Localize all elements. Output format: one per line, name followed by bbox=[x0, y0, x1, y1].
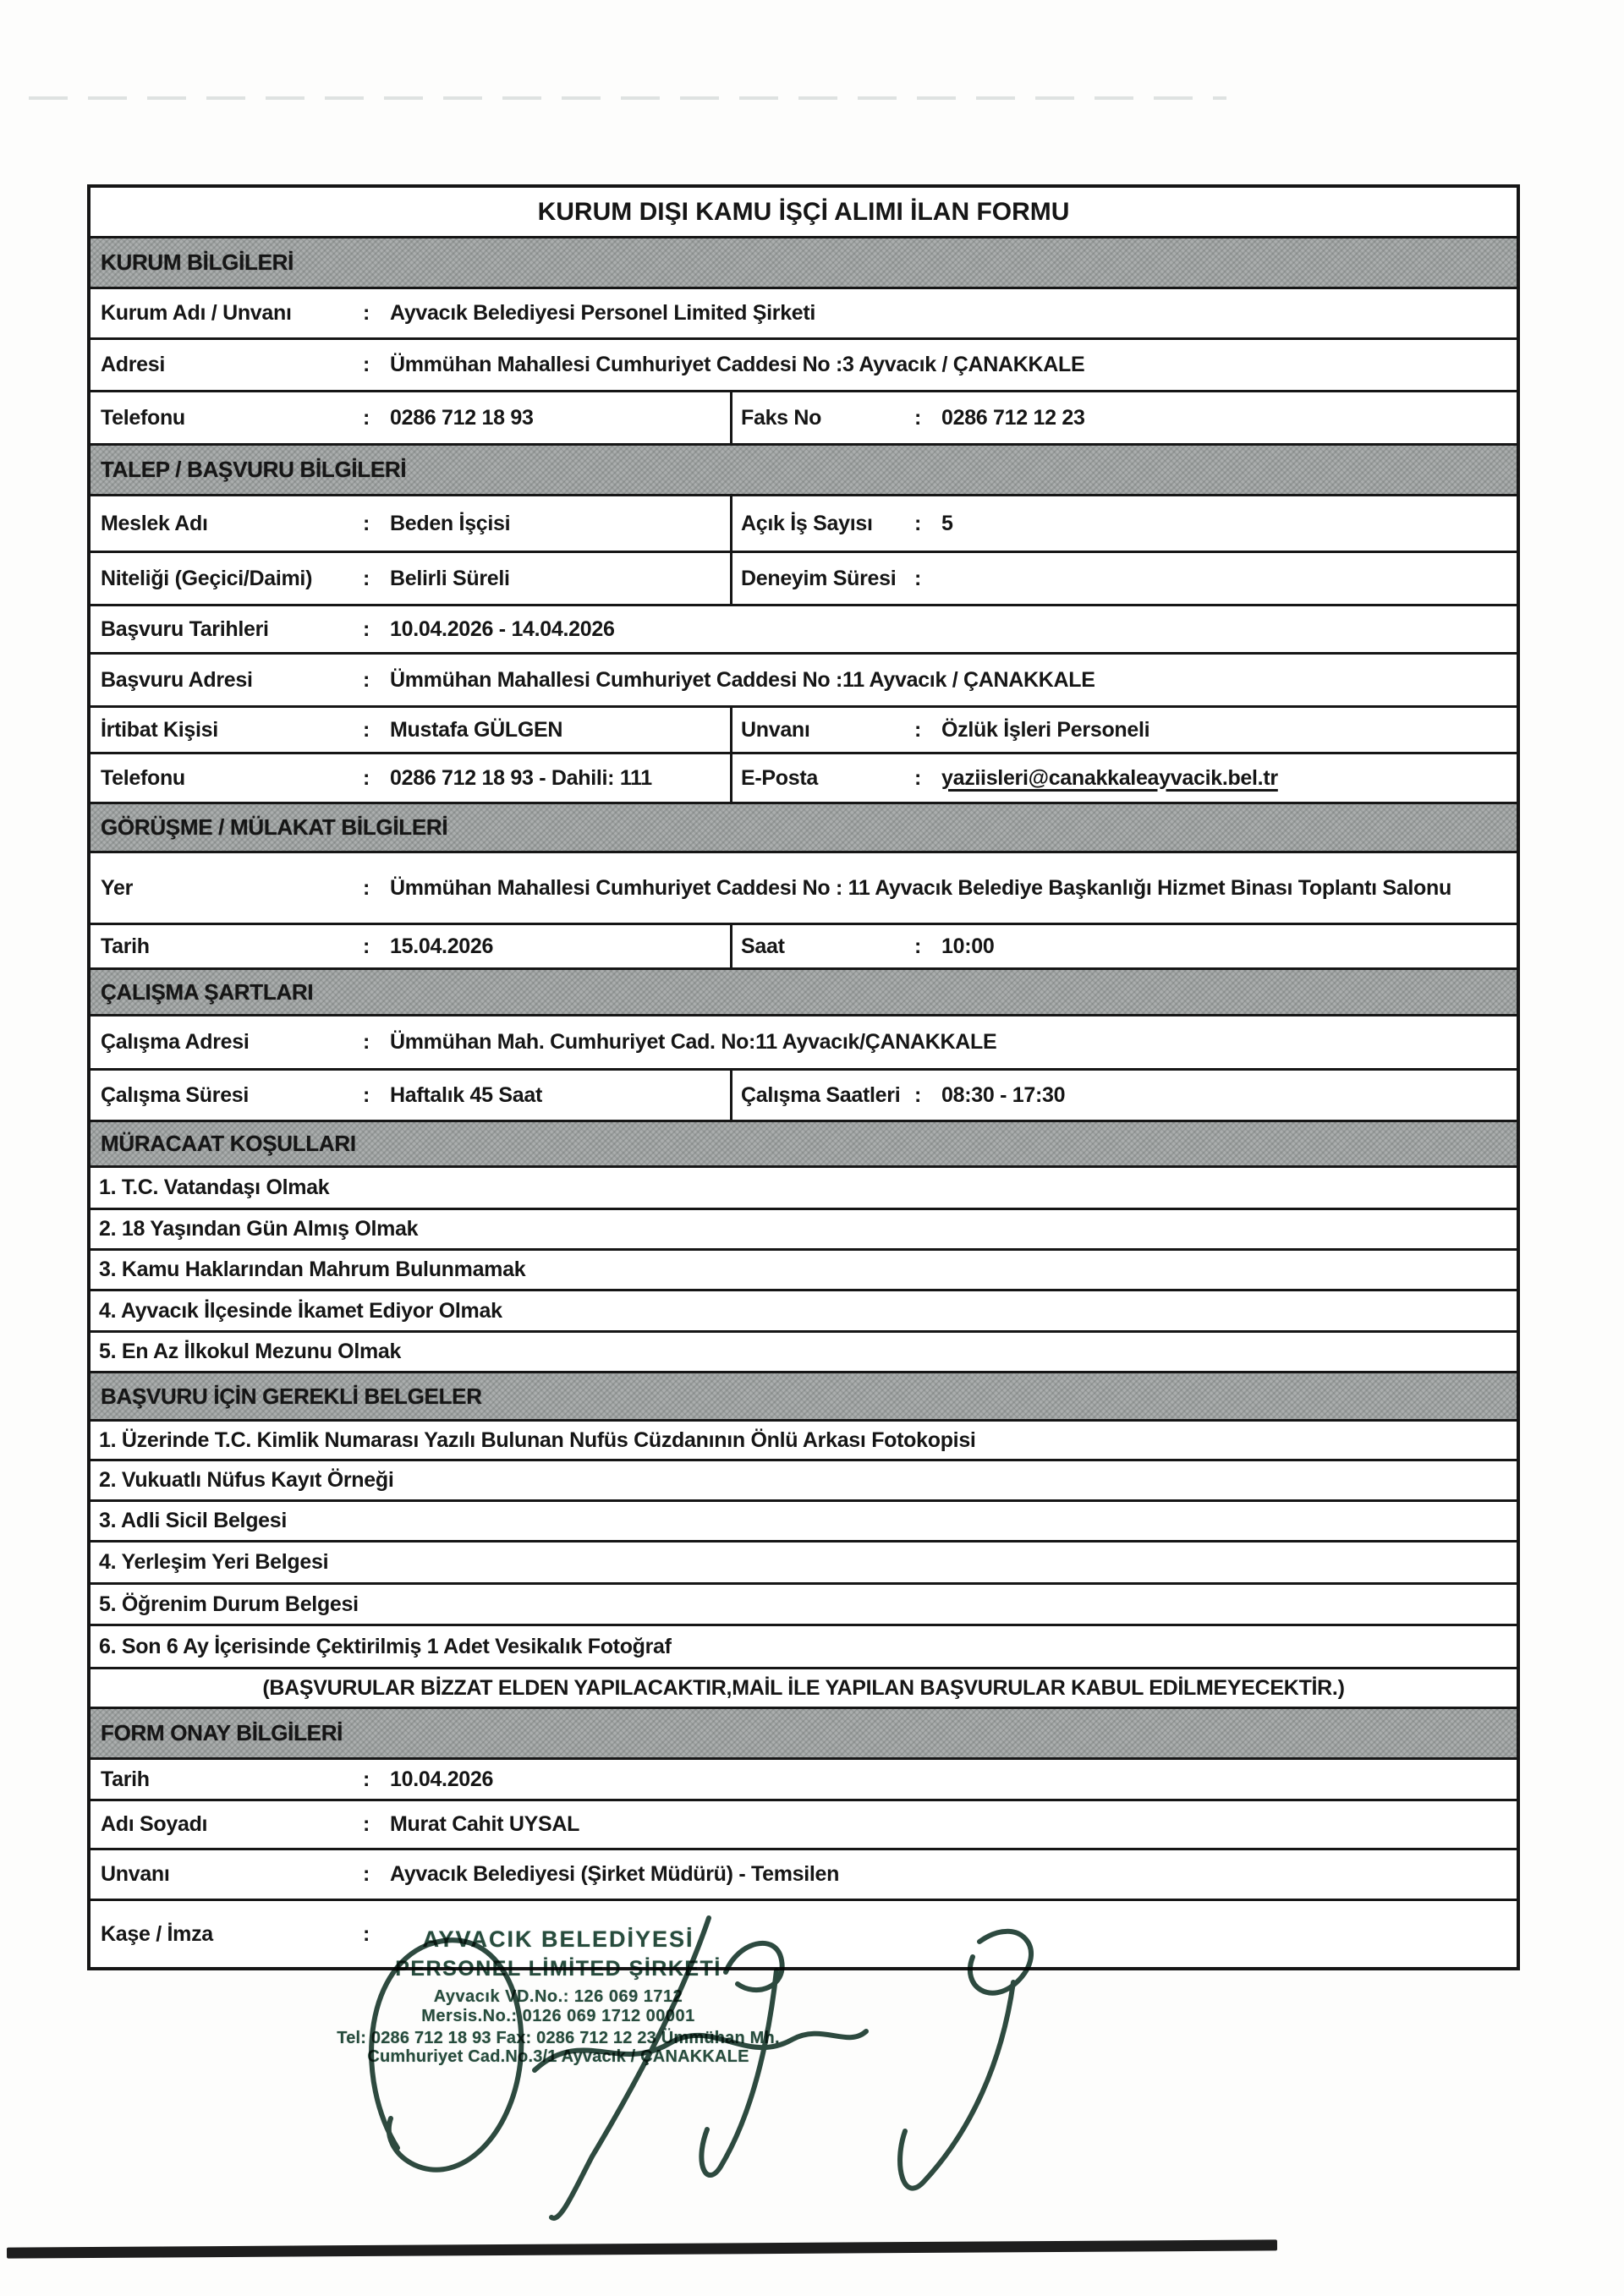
list-item-text: 3. Adli Sicil Belgesi bbox=[99, 1509, 288, 1532]
field-label: Unvanı bbox=[101, 1862, 170, 1886]
list-item-text: 4. Yerleşim Yeri Belgesi bbox=[99, 1550, 329, 1574]
field-pad bbox=[91, 668, 1517, 693]
field-label: Çalışma Adresi bbox=[101, 1030, 250, 1054]
field-pad bbox=[91, 353, 1517, 377]
field-cell-left bbox=[91, 496, 732, 551]
form-row bbox=[91, 1016, 1517, 1071]
field-cell-left bbox=[91, 754, 732, 802]
field-label: Deneyim Süresi bbox=[741, 566, 897, 590]
section-header-row bbox=[91, 238, 1517, 289]
stamp-mersis-number: Mersis.No.: 0126 069 1712 00001 bbox=[421, 2006, 695, 2025]
field-cell-right bbox=[732, 553, 1517, 604]
field-colon bbox=[363, 876, 385, 901]
field-colon bbox=[363, 1030, 385, 1055]
form-row bbox=[91, 708, 1517, 754]
field-colon bbox=[363, 567, 385, 591]
list-item-pad bbox=[91, 1299, 1517, 1323]
form-row bbox=[91, 1210, 1517, 1251]
form-row bbox=[91, 1291, 1517, 1333]
field-value: 0286 712 18 93 - Dahili: 111 bbox=[390, 765, 652, 790]
field-label: Çalışma Süresi bbox=[101, 1082, 250, 1107]
field-value: Ayvacık Belediyesi Personel Limited Şirketi bbox=[390, 301, 816, 325]
field-cell-right bbox=[732, 392, 1517, 443]
field-value: yaziisleri@canakkaleayvacik.bel.tr bbox=[941, 765, 1278, 790]
form-table bbox=[87, 184, 1520, 1970]
list-item-pad bbox=[91, 1258, 1517, 1282]
section-header-pad bbox=[91, 1131, 1517, 1157]
field-value: 08:30 - 17:30 bbox=[941, 1082, 1066, 1107]
field-colon bbox=[363, 934, 385, 959]
section-header-pad bbox=[91, 1384, 1517, 1410]
field-value: Mustafa GÜLGEN bbox=[390, 717, 563, 742]
company-stamp bbox=[254, 1926, 863, 2067]
section-header-pad bbox=[91, 457, 1517, 483]
field-label: Kaşe / İmza bbox=[101, 1921, 213, 1946]
section-header-row bbox=[91, 1373, 1517, 1422]
field-colon bbox=[914, 934, 936, 959]
section-header-label: KURUM BİLGİLERİ bbox=[101, 249, 294, 275]
field-value: Ümmühan Mahallesi Cumhuriyet Caddesi No :11 Ayvacık / ÇANAKKALE bbox=[390, 667, 1095, 692]
field-label: Telefonu bbox=[101, 765, 185, 790]
stamp-phone-line: Tel: 0286 712 18 93 Fax: 0286 712 12 23 Ümmühan Mh. bbox=[337, 2029, 780, 2048]
list-item-pad bbox=[91, 1340, 1517, 1364]
section-header-row bbox=[91, 1709, 1517, 1760]
field-value: Ümmühan Mah. Cumhuriyet Cad. No:11 Ayvacık/ÇANAKKALE bbox=[390, 1030, 997, 1054]
section-header-label: MÜRACAAT KOŞULLARI bbox=[101, 1131, 356, 1156]
field-colon bbox=[914, 512, 936, 536]
list-item-text: 1. Üzerinde T.C. Kimlik Numarası Yazılı Bulunan Nufüs Cüzdanının Önlü Arkası Fotokopisi bbox=[99, 1427, 976, 1452]
field-value: Beden İşçisi bbox=[390, 511, 511, 535]
list-item-pad bbox=[91, 1217, 1517, 1241]
field-label: Tarih bbox=[101, 1767, 150, 1791]
list-item-text: 3. Kamu Haklarından Mahrum Bulunmamak bbox=[99, 1258, 526, 1281]
field-colon bbox=[914, 1083, 936, 1108]
list-item-pad bbox=[91, 1550, 1517, 1575]
field-label: Tarih bbox=[101, 934, 150, 958]
list-item-pad bbox=[91, 1468, 1517, 1493]
stamp-address-line: Cumhuriyet Cad.No.3/1 Ayvacık / ÇANAKKALE bbox=[367, 2047, 749, 2067]
field-pad bbox=[91, 1767, 1517, 1792]
field-cell-left bbox=[91, 553, 732, 604]
form-row bbox=[91, 1585, 1517, 1626]
field-cell-left bbox=[91, 925, 732, 967]
form-row bbox=[91, 606, 1517, 655]
section-header-row bbox=[91, 970, 1517, 1016]
field-pad bbox=[91, 876, 1517, 901]
list-item-pad bbox=[91, 1635, 1517, 1659]
field-label: Açık İş Sayısı bbox=[741, 511, 873, 535]
scan-artifact-top-line bbox=[29, 96, 1226, 100]
field-cell-left bbox=[91, 392, 732, 443]
stamp-company-name-line1: AYVACIK BELEDİYESİ bbox=[422, 1926, 694, 1952]
form-row bbox=[91, 853, 1517, 925]
field-value: 15.04.2026 bbox=[390, 934, 494, 958]
form-title-row bbox=[91, 188, 1517, 238]
list-item-text: 2. Vukuatlı Nüfus Kayıt Örneği bbox=[99, 1468, 394, 1492]
form-row bbox=[91, 1333, 1517, 1373]
field-value: 0286 712 12 23 bbox=[941, 405, 1085, 430]
field-colon bbox=[914, 718, 936, 743]
field-label: Niteliği (Geçici/Daimi) bbox=[101, 566, 313, 590]
field-pad bbox=[91, 617, 1517, 642]
field-colon bbox=[914, 567, 936, 591]
scan-artifact-bottom-bar bbox=[7, 2239, 1277, 2258]
section-header-pad bbox=[91, 979, 1517, 1006]
field-value: 0286 712 18 93 bbox=[390, 405, 534, 430]
form-row bbox=[91, 1760, 1517, 1801]
list-item-pad bbox=[91, 1175, 1517, 1200]
field-label: Meslek Adı bbox=[101, 511, 208, 535]
form-row bbox=[91, 1801, 1517, 1850]
section-header-pad bbox=[91, 1720, 1517, 1746]
field-label: Başvuru Adresi bbox=[101, 667, 253, 692]
field-pad bbox=[91, 301, 1517, 326]
field-colon bbox=[914, 406, 936, 430]
section-header-pad bbox=[91, 249, 1517, 276]
field-value: Ümmühan Mahallesi Cumhuriyet Caddesi No :3 Ayvacık / ÇANAKKALE bbox=[390, 353, 1085, 376]
field-value: 10:00 bbox=[941, 934, 995, 958]
field-pad bbox=[91, 1812, 1517, 1837]
field-label: Kurum Adı / Unvanı bbox=[101, 301, 292, 325]
page-title: KURUM DIŞI KAMU İŞÇİ ALIMI İLAN FORMU bbox=[537, 197, 1070, 226]
form-row bbox=[91, 1543, 1517, 1585]
form-row bbox=[91, 340, 1517, 392]
field-label: Yer bbox=[101, 875, 134, 900]
form-row bbox=[91, 655, 1517, 708]
field-colon bbox=[914, 766, 936, 791]
form-row bbox=[91, 1669, 1517, 1709]
field-colon bbox=[363, 353, 385, 377]
section-header-label: GÖRÜŞME / MÜLAKAT BİLGİLERİ bbox=[101, 814, 448, 840]
list-item-text: 5. Öğrenim Durum Belgesi bbox=[99, 1592, 359, 1616]
list-item-pad bbox=[91, 1509, 1517, 1533]
section-header-row bbox=[91, 1122, 1517, 1168]
form-row bbox=[91, 289, 1517, 340]
field-label: Adı Soyadı bbox=[101, 1812, 208, 1836]
form-row bbox=[91, 754, 1517, 804]
field-value: 10.04.2026 bbox=[390, 1767, 494, 1791]
list-item-text: 5. En Az İlkokul Mezunu Olmak bbox=[99, 1340, 402, 1363]
field-value: Belirli Süreli bbox=[390, 566, 510, 590]
form-row bbox=[91, 1422, 1517, 1461]
stamp-company-name-line2: PERSONEL LİMİTED ŞİRKETİ bbox=[395, 1957, 721, 1981]
field-colon bbox=[363, 1812, 385, 1837]
field-colon bbox=[363, 1767, 385, 1792]
field-pad bbox=[91, 1030, 1517, 1055]
form-row bbox=[91, 1251, 1517, 1291]
field-value: Özlük İşleri Personeli bbox=[941, 717, 1150, 742]
field-value: Ayvacık Belediyesi (Şirket Müdürü) - Temsilen bbox=[390, 1862, 840, 1886]
section-header-row bbox=[91, 446, 1517, 496]
field-value: Ümmühan Mahallesi Cumhuriyet Caddesi No : 11 Ayvacık Belediye Başkanlığı Hizmet Binası Toplantı Salonu bbox=[390, 875, 1451, 900]
field-colon bbox=[363, 766, 385, 791]
section-header-label: TALEP / BAŞVURU BİLGİLERİ bbox=[101, 457, 407, 482]
field-cell-right bbox=[732, 496, 1517, 551]
list-item-text: 2. 18 Yaşından Gün Almış Olmak bbox=[99, 1217, 419, 1241]
field-colon bbox=[363, 617, 385, 642]
field-colon bbox=[363, 718, 385, 743]
section-header-label: FORM ONAY BİLGİLERİ bbox=[101, 1720, 343, 1745]
field-cell-left bbox=[91, 708, 732, 752]
section-header-pad bbox=[91, 814, 1517, 841]
form-row bbox=[91, 553, 1517, 606]
field-label: E-Posta bbox=[741, 765, 818, 790]
list-item-text: 4. Ayvacık İlçesinde İkamet Ediyor Olmak bbox=[99, 1298, 502, 1323]
field-label: Unvanı bbox=[741, 717, 810, 742]
field-label: Telefonu bbox=[101, 405, 185, 430]
section-header-label: ÇALIŞMA ŞARTLARI bbox=[101, 978, 314, 1005]
field-label: İrtibat Kişisi bbox=[101, 717, 218, 742]
field-label: Başvuru Tarihleri bbox=[101, 616, 269, 641]
field-value: Murat Cahit UYSAL bbox=[390, 1812, 580, 1836]
field-value: 5 bbox=[941, 511, 953, 535]
field-label: Saat bbox=[741, 934, 785, 958]
form-row bbox=[91, 1850, 1517, 1901]
field-cell-right bbox=[732, 708, 1517, 752]
stamp-tax-number: Ayvacık VD.No.: 126 069 1712 bbox=[433, 1987, 683, 2007]
list-item-text: 6. Son 6 Ay İçerisinde Çektirilmiş 1 Adet Vesikalık Fotoğraf bbox=[99, 1634, 672, 1658]
field-colon bbox=[363, 406, 385, 430]
form-row bbox=[91, 1168, 1517, 1210]
field-cell-left bbox=[91, 1071, 732, 1120]
form-row bbox=[91, 392, 1517, 446]
field-cell-right bbox=[732, 925, 1517, 967]
field-value: 10.04.2026 - 14.04.2026 bbox=[390, 616, 615, 641]
list-item-text: 1. T.C. Vatandaşı Olmak bbox=[99, 1175, 330, 1199]
form-row bbox=[91, 925, 1517, 970]
form-row bbox=[91, 1626, 1517, 1669]
field-cell-right bbox=[732, 754, 1517, 802]
field-colon bbox=[363, 301, 385, 326]
section-header-label: BAŞVURU İÇİN GEREKLİ BELGELER bbox=[101, 1383, 482, 1409]
field-label: Çalışma Saatleri bbox=[741, 1082, 901, 1107]
list-item-pad bbox=[91, 1592, 1517, 1617]
field-cell-right bbox=[732, 1071, 1517, 1120]
form-row bbox=[91, 496, 1517, 553]
list-item-pad bbox=[91, 1428, 1517, 1453]
form-row bbox=[91, 1502, 1517, 1543]
field-value: Haftalık 45 Saat bbox=[390, 1082, 543, 1107]
field-colon bbox=[363, 668, 385, 693]
form-row bbox=[91, 1071, 1517, 1122]
field-label: Adresi bbox=[101, 353, 166, 376]
field-pad bbox=[91, 1862, 1517, 1887]
section-header-row bbox=[91, 804, 1517, 853]
field-colon bbox=[363, 1862, 385, 1887]
field-label: Faks No bbox=[741, 405, 822, 430]
field-colon bbox=[363, 512, 385, 536]
form-row bbox=[91, 1461, 1517, 1502]
notice-text: (BAŞVURULAR BİZZAT ELDEN YAPILACAKTIR,MAİL İLE YAPILAN BAŞVURULAR KABUL EDİLMEYECEKTİR.) bbox=[262, 1675, 1345, 1700]
field-colon bbox=[363, 1083, 385, 1108]
